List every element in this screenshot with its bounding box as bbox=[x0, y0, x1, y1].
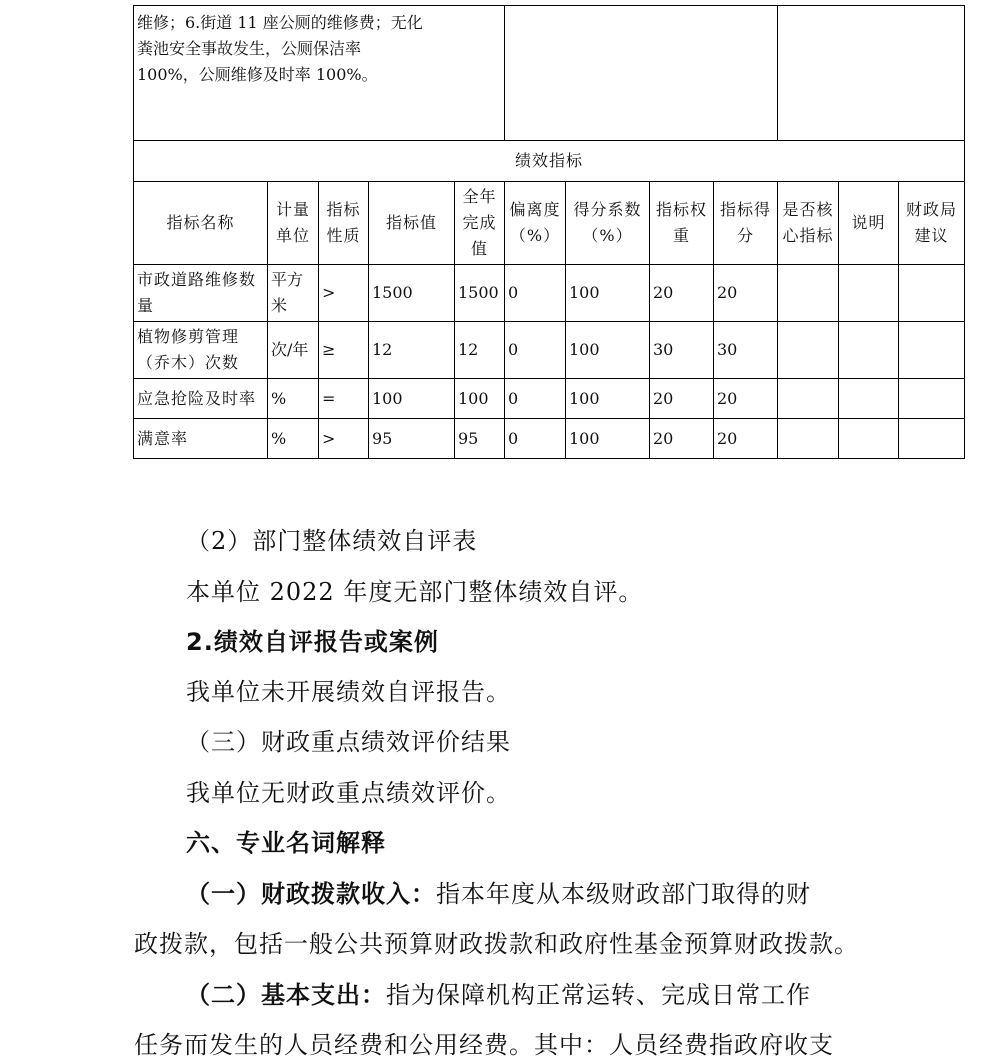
header-actual-value: 全年完成值 bbox=[455, 182, 505, 265]
heading-glossary: 六、专业名词解释 bbox=[186, 829, 386, 857]
cell-weight: 20 bbox=[650, 379, 714, 419]
cell-nature: > bbox=[319, 265, 369, 322]
goal-description-cell bbox=[134, 6, 505, 141]
cell-score: 20 bbox=[714, 379, 778, 419]
header-indicator-name: 指标名称 bbox=[134, 182, 268, 265]
cell-note bbox=[839, 379, 899, 419]
cell-target-value: 1500 bbox=[369, 265, 455, 322]
cell-indicator-name: 应急抢险及时率 bbox=[134, 379, 268, 419]
cell-indicator-name: 植物修剪管理（乔木）次数 bbox=[134, 322, 268, 379]
section-title: 绩效指标 bbox=[134, 141, 965, 182]
cell-nature: > bbox=[319, 419, 369, 459]
cell-score-coefficient: 100 bbox=[566, 322, 650, 379]
goal-right-cell bbox=[778, 6, 965, 141]
cell-weight: 20 bbox=[650, 265, 714, 322]
cell-deviation: 0 bbox=[505, 322, 566, 379]
cell-finance-suggestion bbox=[899, 265, 965, 322]
header-core-indicator: 是否核心指标 bbox=[778, 182, 839, 265]
cell-score-coefficient: 100 bbox=[566, 379, 650, 419]
cell-core-indicator bbox=[778, 265, 839, 322]
header-note: 说明 bbox=[839, 182, 899, 265]
cell-target-value: 95 bbox=[369, 419, 455, 459]
section-title-row bbox=[134, 141, 965, 182]
goal-middle-cell bbox=[505, 6, 778, 141]
header-finance-suggestion: 财政局建议 bbox=[899, 182, 965, 265]
cell-unit: 平方米 bbox=[268, 265, 319, 322]
table-row bbox=[134, 419, 965, 459]
table-row bbox=[134, 265, 965, 322]
cell-score-coefficient: 100 bbox=[566, 419, 650, 459]
cell-core-indicator bbox=[778, 419, 839, 459]
cell-note bbox=[839, 322, 899, 379]
definition-term-fiscal-appropriation: （一）财政拨款收入： bbox=[186, 880, 436, 908]
paragraph-no-department-eval: 本单位 2022 年度无部门整体绩效自评。 bbox=[186, 578, 644, 606]
cell-target-value: 100 bbox=[369, 379, 455, 419]
cell-score: 20 bbox=[714, 265, 778, 322]
definition-basic-expenditure-line-2: 任务而发生的人员经费和公用经费。其中：人员经费指政府收支 bbox=[134, 1031, 834, 1059]
cell-core-indicator bbox=[778, 322, 839, 379]
header-nature: 指标性质 bbox=[319, 182, 369, 265]
cell-deviation: 0 bbox=[505, 379, 566, 419]
header-deviation: 偏离度（%） bbox=[505, 182, 566, 265]
definition-text: 指为保障机构正常运转、完成日常工作 bbox=[386, 981, 811, 1009]
cell-weight: 20 bbox=[650, 419, 714, 459]
header-score: 指标得分 bbox=[714, 182, 778, 265]
table-row bbox=[134, 379, 965, 419]
cell-actual-value: 1500 bbox=[455, 265, 505, 322]
cell-deviation: 0 bbox=[505, 419, 566, 459]
cell-score-coefficient: 100 bbox=[566, 265, 650, 322]
cell-nature: = bbox=[319, 379, 369, 419]
goal-line-1: 维修；6.街道 11 座公厕的维修费；无化 bbox=[137, 13, 423, 32]
definition-text: 指本年度从本级财政部门取得的财 bbox=[436, 880, 811, 908]
paragraph-department-self-eval-title: （2）部门整体绩效自评表 bbox=[186, 527, 478, 555]
definition-basic-expenditure-line-1 bbox=[186, 979, 811, 1011]
cell-weight: 30 bbox=[650, 322, 714, 379]
cell-actual-value: 100 bbox=[455, 379, 505, 419]
paragraph-no-key-evaluation: 我单位无财政重点绩效评价。 bbox=[186, 779, 511, 807]
paragraph-no-self-eval-report: 我单位未开展绩效自评报告。 bbox=[186, 678, 511, 706]
cell-nature: ≥ bbox=[319, 322, 369, 379]
goal-line-2: 粪池安全事故发生，公厕保洁率 bbox=[137, 39, 362, 58]
definition-term-basic-expenditure: （二）基本支出： bbox=[186, 981, 386, 1009]
cell-indicator-name: 满意率 bbox=[134, 419, 268, 459]
cell-actual-value: 95 bbox=[455, 419, 505, 459]
cell-finance-suggestion bbox=[899, 322, 965, 379]
cell-score: 20 bbox=[714, 419, 778, 459]
definition-fiscal-appropriation-line-1 bbox=[186, 878, 811, 910]
cell-unit: % bbox=[268, 379, 319, 419]
cell-finance-suggestion bbox=[899, 379, 965, 419]
table-header-row bbox=[134, 182, 965, 265]
header-target-value: 指标值 bbox=[369, 182, 455, 265]
cell-note bbox=[839, 419, 899, 459]
cell-finance-suggestion bbox=[899, 419, 965, 459]
cell-actual-value: 12 bbox=[455, 322, 505, 379]
cell-target-value: 12 bbox=[369, 322, 455, 379]
cell-unit: 次/年 bbox=[268, 322, 319, 379]
cell-score: 30 bbox=[714, 322, 778, 379]
cell-indicator-name: 市政道路维修数量 bbox=[134, 265, 268, 322]
header-unit: 计量单位 bbox=[268, 182, 319, 265]
heading-key-evaluation-results: （三）财政重点绩效评价结果 bbox=[186, 728, 511, 756]
cell-deviation: 0 bbox=[505, 265, 566, 322]
cell-unit: % bbox=[268, 419, 319, 459]
cell-note bbox=[839, 265, 899, 322]
goal-line-3: 100%，公厕维修及时率 100%。 bbox=[137, 65, 378, 84]
performance-indicator-table bbox=[133, 5, 965, 459]
goal-description-row bbox=[134, 6, 965, 141]
header-score-coefficient: 得分系数（%） bbox=[566, 182, 650, 265]
table-row bbox=[134, 322, 965, 379]
header-weight: 指标权重 bbox=[650, 182, 714, 265]
cell-core-indicator bbox=[778, 379, 839, 419]
heading-self-eval-report: 2.绩效自评报告或案例 bbox=[186, 628, 439, 656]
definition-fiscal-appropriation-line-2: 政拨款，包括一般公共预算财政拨款和政府性基金预算财政拨款。 bbox=[134, 930, 859, 958]
